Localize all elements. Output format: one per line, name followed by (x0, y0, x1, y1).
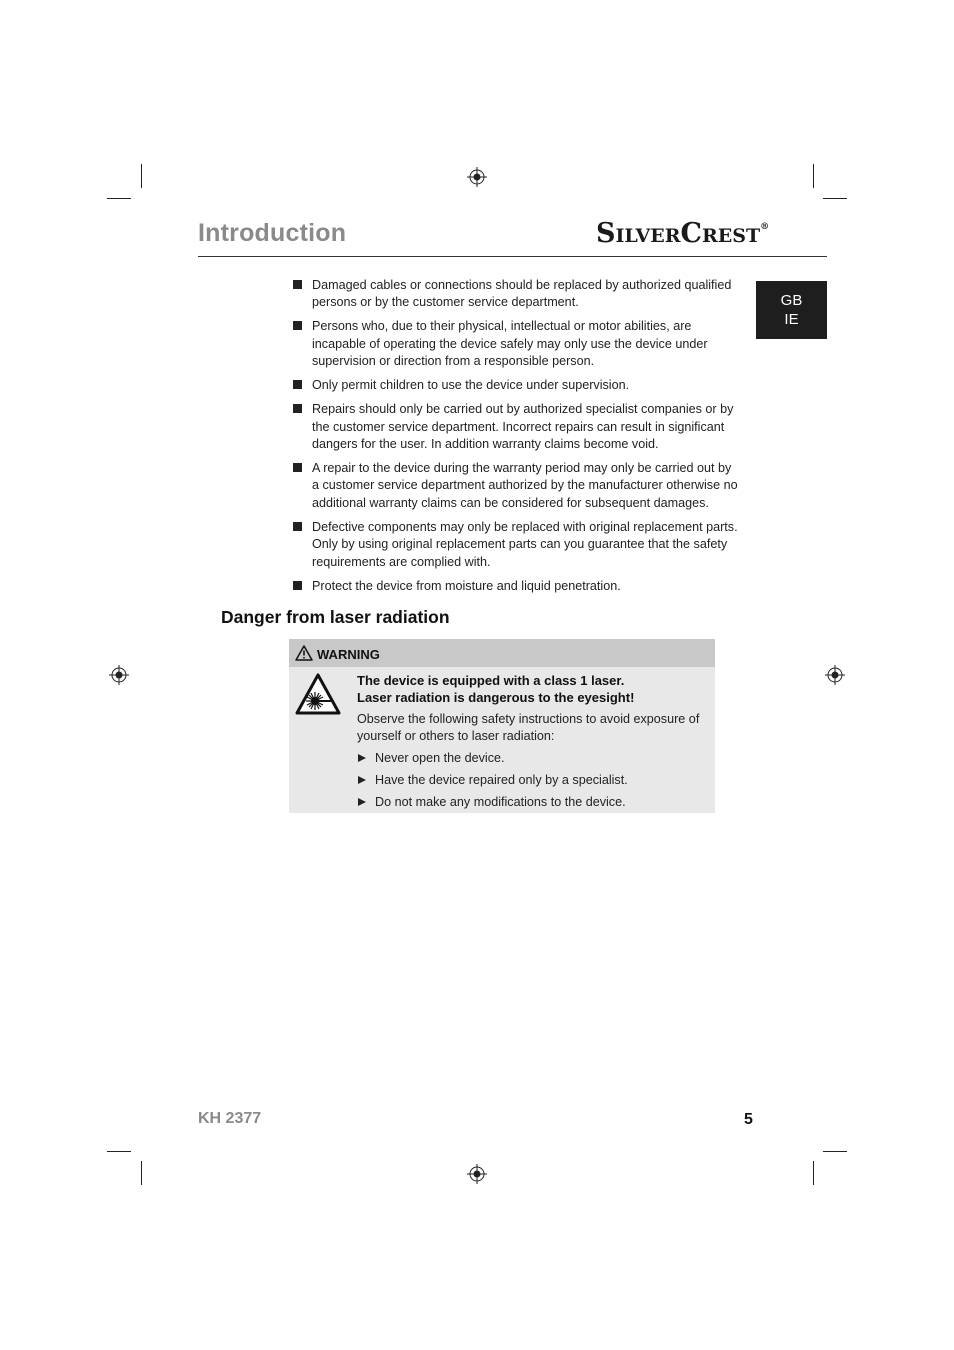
list-item (357, 750, 628, 767)
list-item (293, 318, 739, 370)
language-tab (756, 281, 827, 339)
page-number: 5 (744, 1111, 753, 1128)
warning-bold-text (357, 672, 707, 707)
arrow-bullet-icon (358, 776, 366, 784)
header-rule (198, 256, 827, 257)
warning-instruction-list (357, 750, 628, 816)
list-item (357, 794, 628, 811)
warning-box (289, 639, 715, 813)
square-bullet-icon (293, 581, 302, 590)
language-code-ie: IE (784, 311, 799, 328)
crop-mark (141, 1161, 142, 1185)
list-item-text: Do not make any modifications to the device. (375, 795, 626, 809)
arrow-bullet-icon (358, 798, 366, 806)
list-item (357, 772, 628, 789)
safety-bullet-list (293, 277, 739, 602)
arrow-bullet-icon (358, 754, 366, 762)
laser-hazard-icon (295, 673, 341, 715)
square-bullet-icon (293, 280, 302, 289)
square-bullet-icon (293, 522, 302, 531)
warning-bold-line: The device is equipped with a class 1 laser. (357, 673, 625, 688)
language-code-gb: GB (780, 292, 803, 309)
crop-mark (813, 164, 814, 188)
list-item (293, 377, 739, 394)
list-item-text: A repair to the device during the warranty period may only be carried out by a customer service department authorized by the manufacturer otherwise no additional warranty claims can be considered for subsequent damages. (312, 461, 738, 510)
registered-mark: ® (760, 222, 770, 232)
registration-mark-icon (825, 665, 845, 685)
crop-mark (107, 1151, 131, 1152)
section-heading: Danger from laser radiation (221, 607, 450, 627)
page-title: Introduction (198, 219, 347, 247)
list-item-text: Defective components may only be replaced with original replacement parts. Only by using original replacement parts can you guarantee that the safety requirements are complied with. (312, 519, 738, 569)
brand-name: SilverCrest (596, 218, 761, 249)
model-number: KH 2377 (198, 1110, 262, 1127)
square-bullet-icon (293, 380, 302, 389)
crop-mark (823, 1151, 847, 1152)
square-bullet-icon (293, 463, 302, 472)
list-item-text: Damaged cables or connections should be replaced by authorized qualified persons or by the customer service department. (312, 278, 732, 310)
list-item-text: Repairs should only be carried out by authorized specialist companies or by the customer service department. Incorrect repairs can result in significant dangers for the user. In addition warranty claims become void. (312, 402, 734, 452)
list-item-text: Only permit children to use the device under supervision. (312, 378, 630, 393)
crop-mark (813, 1161, 814, 1185)
list-item-text: Protect the device from moisture and liquid penetration. (312, 578, 621, 593)
list-item (293, 277, 739, 312)
square-bullet-icon (293, 321, 302, 330)
warning-bold-line: Laser radiation is dangerous to the eyesight! (357, 690, 635, 706)
warning-label: WARNING (317, 647, 380, 662)
crop-mark (823, 198, 847, 199)
brand-logo (596, 218, 769, 249)
crop-mark (141, 164, 142, 188)
square-bullet-icon (293, 404, 302, 413)
list-item (293, 460, 739, 512)
crop-mark (107, 198, 131, 199)
list-item (293, 401, 739, 453)
list-item-text: Never open the device. (375, 751, 505, 765)
list-item (293, 519, 739, 571)
list-item-text: Have the device repaired only by a specialist. (375, 773, 628, 787)
warning-header (289, 639, 715, 667)
warning-triangle-icon (295, 645, 313, 661)
registration-mark-icon (109, 665, 129, 685)
list-item-text: Persons who, due to their physical, intellectual or motor abilities, are incapable of operating the device safely may only use the device under supervision or direction from a responsible person. (312, 319, 708, 369)
registration-mark-icon (467, 167, 487, 187)
warning-instructions: Observe the following safety instructions to avoid exposure of yourself or others to laser radiation: (357, 712, 700, 744)
list-item (293, 578, 739, 595)
registration-mark-icon (467, 1164, 487, 1184)
